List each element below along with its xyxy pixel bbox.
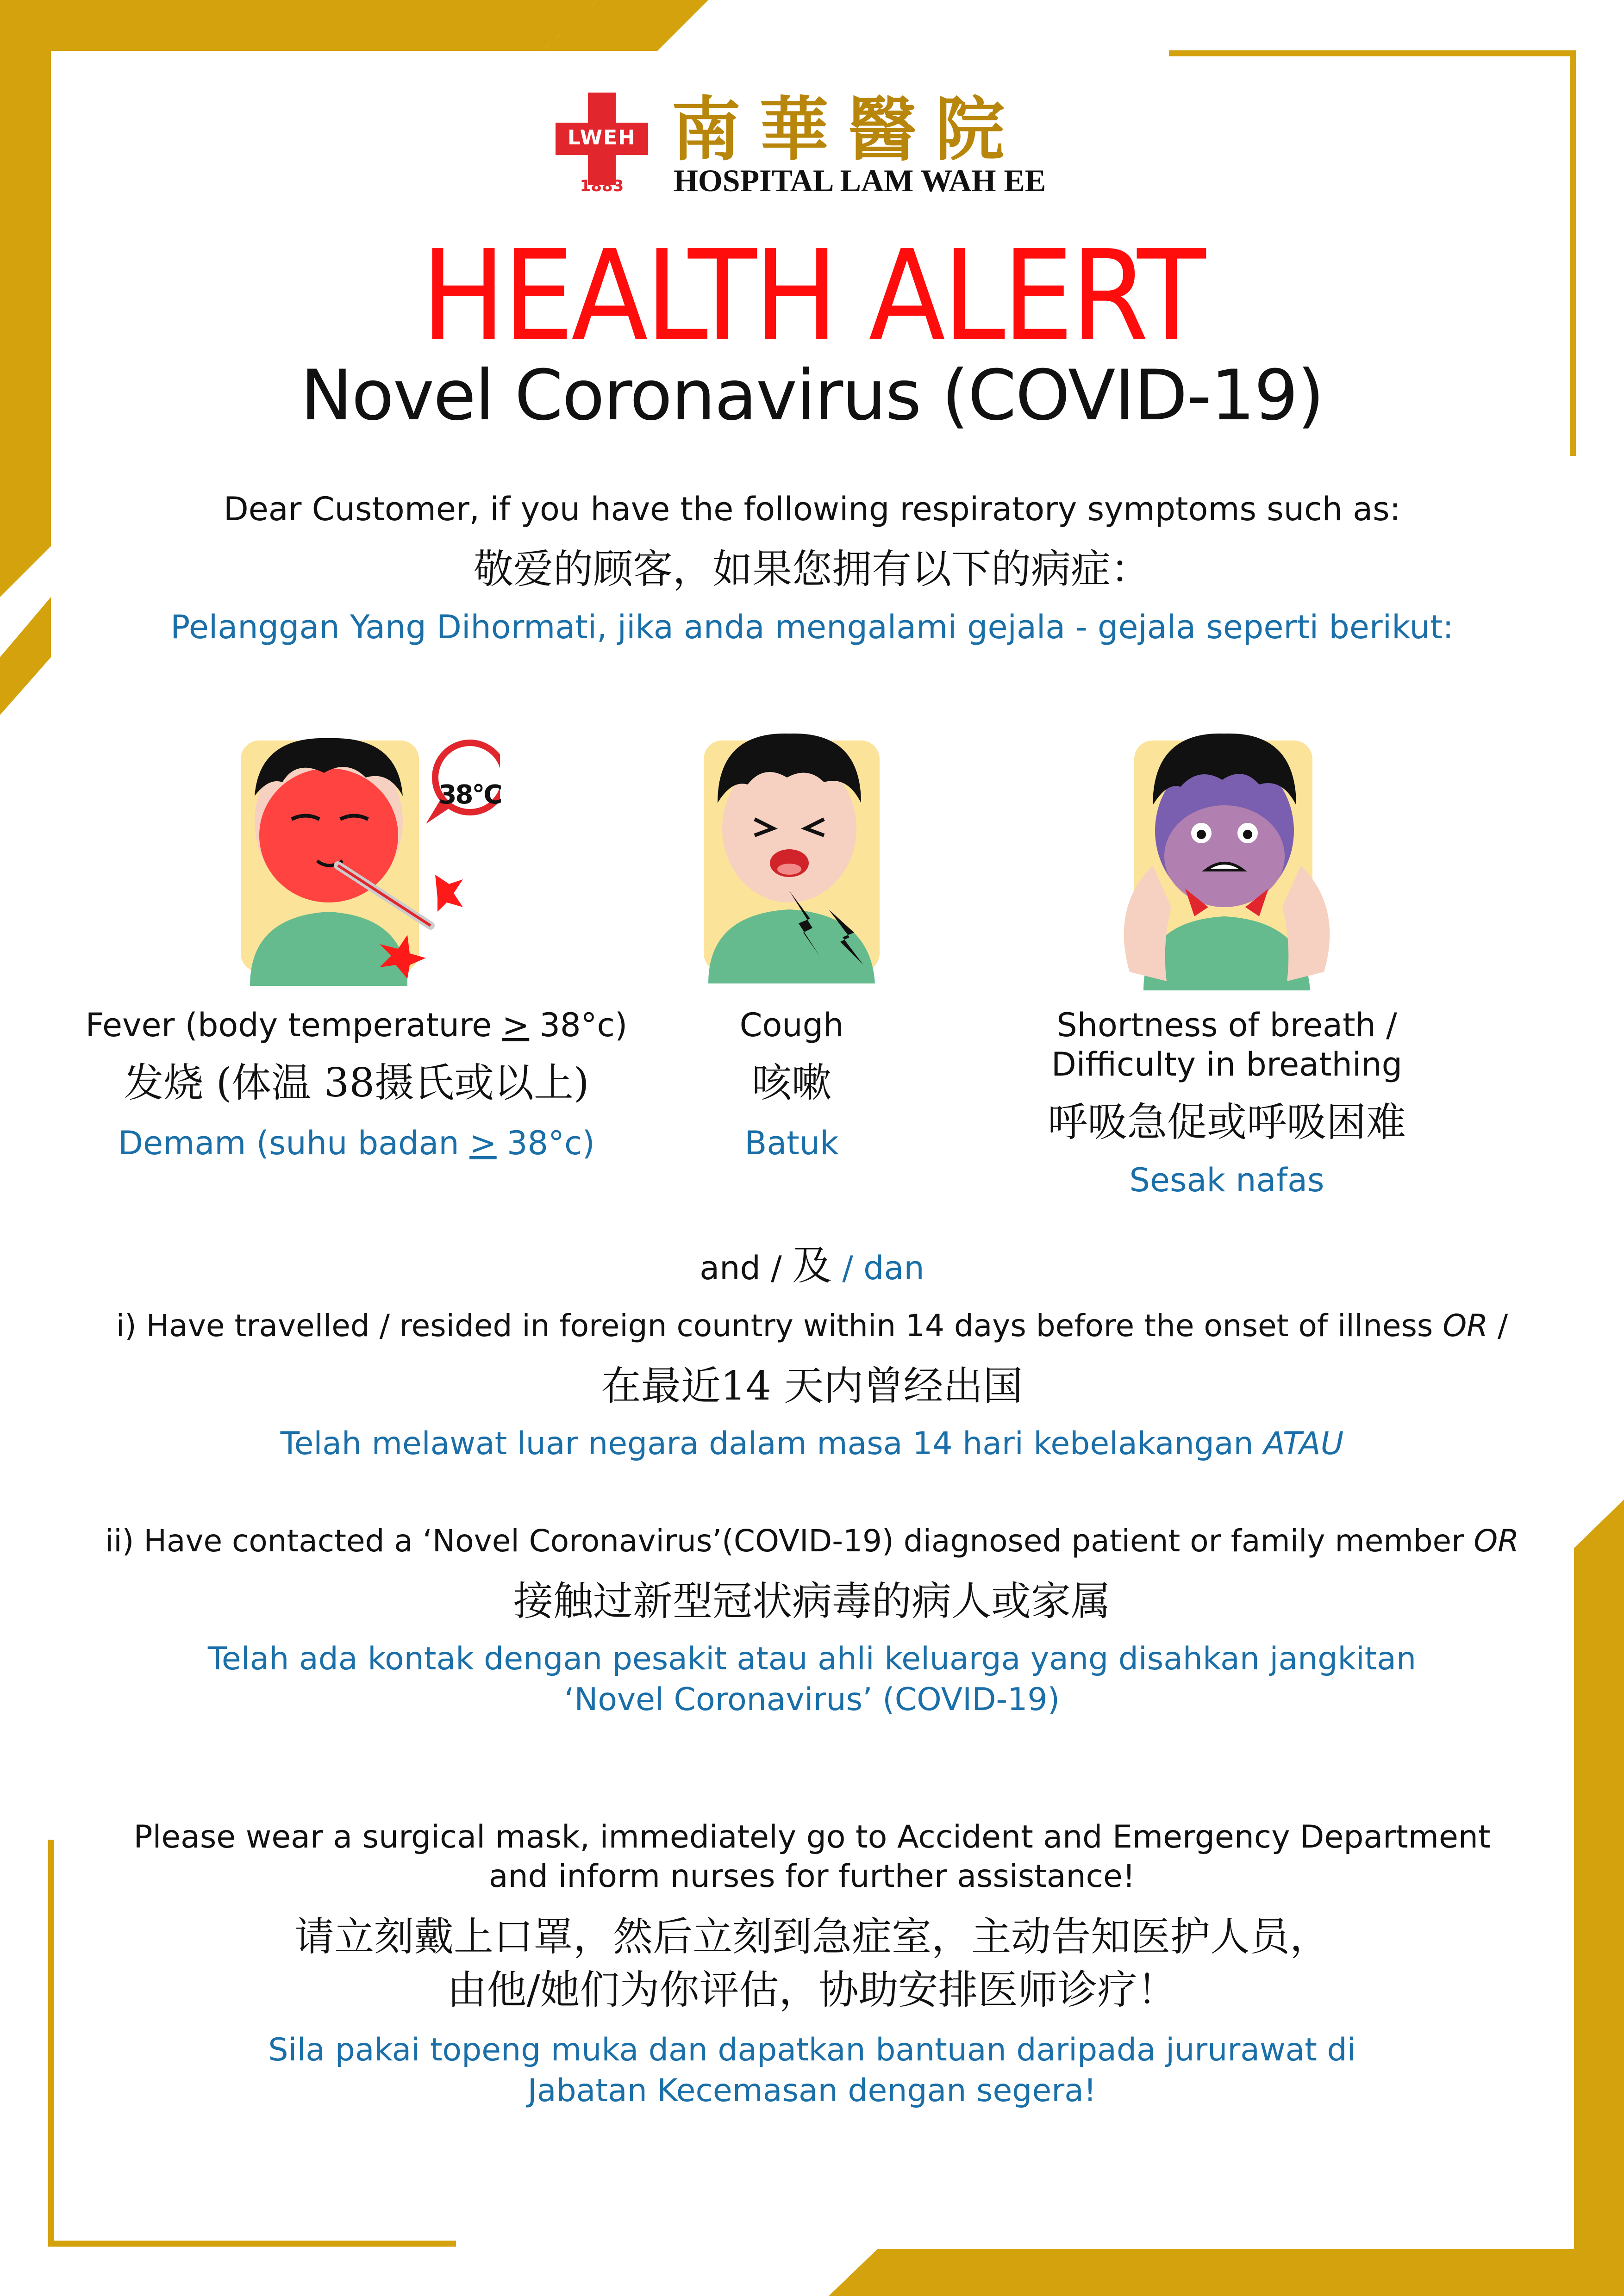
cough-label-malay: Batuk [744,1124,839,1162]
and-line: and / 及 / dan [700,1243,924,1289]
fever-label-malay: Demam (suhu badan > 38°c) [118,1124,595,1162]
advice-english-2: and inform nurses for further assistance! [488,1858,1136,1895]
advice-english-1: Please wear a surgical mask, immediately go to Accident and Emergency Department [133,1819,1491,1855]
fever-label-chinese: 发烧 (体温 38摄氏或以上) [124,1060,589,1106]
advice-chinese-1: 请立刻戴上口罩，然后立刻到急症室，主动告知医护人员， [294,1914,1330,1960]
cough-label-chinese: 咳嗽 [752,1060,831,1106]
breath-label-malay: Sesak nafas [1129,1161,1324,1199]
contact-criterion-english: ii) Have contacted a ‘Novel Coronavirus’(COVID-19) diagnosed patient or family member OR [105,1523,1519,1559]
travel-criterion-english: i) Have travelled / resided in foreign country within 14 days before the onset of illness OR / [116,1308,1508,1344]
hospital-logo [556,89,1088,199]
advice-chinese-2: 由他/她们为你评估，协助安排医师诊疗！ [447,1967,1177,2013]
advice-malay-1: Sila pakai topeng muka dan dapatkan bantuan daripada jururawat di [268,2032,1356,2068]
logo-letters: LWEH [567,126,637,149]
intro-malay: Pelanggan Yang Dihormati, jika anda mengalami gejala - gejala seperti berikut: [170,608,1454,646]
cough-icon [694,715,889,983]
travel-criterion-chinese: 在最近14 天内曾经出国 [601,1363,1023,1409]
advice-malay-2: Jabatan Kecemasan dengan segera! [527,2072,1097,2109]
breath-label-chinese: 呼吸急促或呼吸困难 [1048,1099,1406,1145]
travel-criterion-malay: Telah melawat luar negara dalam masa 14 hari kebelakangan ATAU [280,1425,1344,1462]
cough-label-english: Cough [739,1006,844,1044]
contact-criterion-malay-1: Telah ada kontak dengan pesakit atau ahli keluarga yang disahkan jangkitan [207,1641,1417,1677]
contact-criterion-chinese: 接触过新型冠状病毒的病人或家属 [513,1578,1111,1624]
logo-year: 1883 [580,177,624,195]
breath-label-english-2: Difficulty in breathing [1051,1045,1403,1083]
contact-criterion-malay-2: ‘Novel Coronavirus’ (COVID-19) [564,1681,1060,1718]
fever-icon [231,727,500,986]
breath-symptom [1111,722,1343,990]
page-subtitle: Novel Coronavirus (COVID-19) [300,355,1324,436]
page-title: HEALTH ALERT [421,223,1203,369]
breath-label-english-1: Shortness of breath / [1056,1006,1397,1044]
fever-label-english: Fever (body temperature > 38°c) [85,1006,628,1044]
intro-english: Dear Customer, if you have the following respiratory symptoms such as: [223,490,1401,528]
hospital-chinese-name: 南華醫院 [671,89,1024,170]
thermometer-reading: 38°C [438,780,501,810]
fever-symptom [231,727,500,986]
hospital-english-name: HOSPITAL LAM WAH EE [674,163,1046,198]
intro-chinese: 敬爱的顾客，如果您拥有以下的病症： [474,546,1150,592]
cough-symptom [694,715,889,983]
shortness-of-breath-icon [1111,722,1343,990]
